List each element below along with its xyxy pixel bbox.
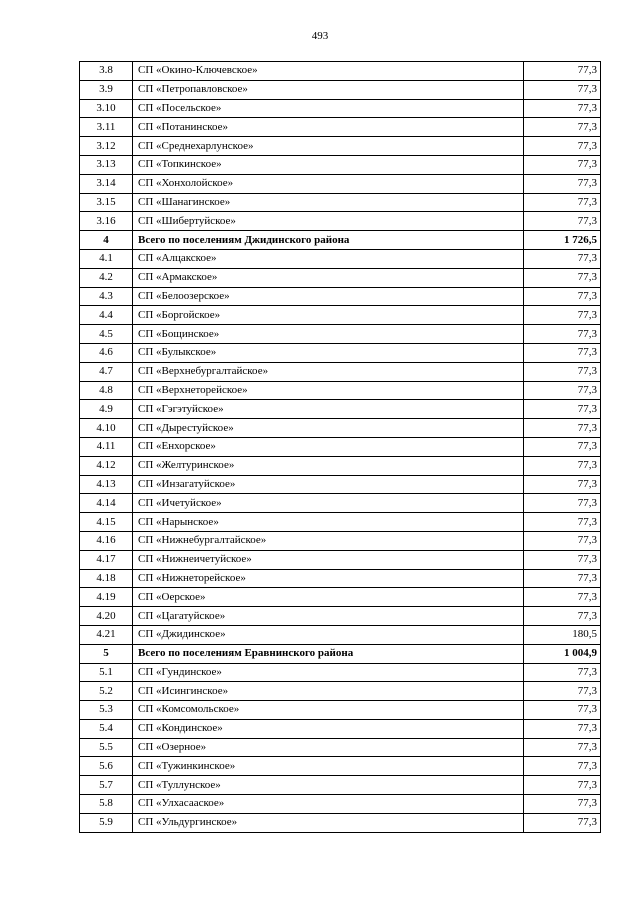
row-name: СП «Топкинское» (133, 155, 524, 174)
row-value: 77,3 (524, 738, 601, 757)
table-row (80, 475, 601, 494)
row-name: СП «Боргойское» (133, 306, 524, 325)
row-name: СП «Нижнеторейское» (133, 569, 524, 588)
row-number: 4.11 (80, 437, 133, 456)
table-row (80, 118, 601, 137)
row-value: 77,3 (524, 249, 601, 268)
row-value: 77,3 (524, 325, 601, 344)
table-row (80, 569, 601, 588)
table-row (80, 343, 601, 362)
row-number: 4.1 (80, 249, 133, 268)
row-name: СП «Желтуринское» (133, 456, 524, 475)
row-number: 4.5 (80, 325, 133, 344)
row-value: 77,3 (524, 306, 601, 325)
row-name: СП «Туллунское» (133, 776, 524, 795)
row-value: 77,3 (524, 607, 601, 626)
row-number: 5.3 (80, 701, 133, 720)
row-value: 77,3 (524, 99, 601, 118)
row-name: СП «Нижнеичетуйское» (133, 550, 524, 569)
row-value: 77,3 (524, 212, 601, 231)
row-value: 77,3 (524, 193, 601, 212)
row-value: 77,3 (524, 588, 601, 607)
row-number: 3.12 (80, 137, 133, 156)
row-name: СП «Верхнебургалтайское» (133, 362, 524, 381)
row-name: СП «Оерское» (133, 588, 524, 607)
table-row (80, 588, 601, 607)
row-number: 5.6 (80, 757, 133, 776)
row-number: 4.6 (80, 343, 133, 362)
row-name: СП «Среднехарлунское» (133, 137, 524, 156)
row-number: 4.17 (80, 550, 133, 569)
row-name: СП «Исингинское» (133, 682, 524, 701)
table-row (80, 701, 601, 720)
row-value: 77,3 (524, 62, 601, 81)
row-value: 77,3 (524, 531, 601, 550)
table-row (80, 719, 601, 738)
table-row (80, 137, 601, 156)
row-number: 4.16 (80, 531, 133, 550)
row-number: 4.18 (80, 569, 133, 588)
table-row (80, 99, 601, 118)
row-number: 4.15 (80, 513, 133, 532)
row-value: 77,3 (524, 287, 601, 306)
row-value: 77,3 (524, 475, 601, 494)
table-row (80, 776, 601, 795)
table-row (80, 325, 601, 344)
row-name: СП «Ичетуйское» (133, 494, 524, 513)
row-value: 77,3 (524, 362, 601, 381)
row-number: 4.2 (80, 268, 133, 287)
table-row (80, 212, 601, 231)
row-name: СП «Армакское» (133, 268, 524, 287)
row-name: СП «Дырестуйское» (133, 419, 524, 438)
row-value: 77,3 (524, 550, 601, 569)
row-name: СП «Гэгэтуйское» (133, 400, 524, 419)
row-number: 4.7 (80, 362, 133, 381)
table-row (80, 287, 601, 306)
row-name: СП «Белоозерское» (133, 287, 524, 306)
row-name: СП «Потанинское» (133, 118, 524, 137)
row-number: 5.7 (80, 776, 133, 795)
row-number: 5.5 (80, 738, 133, 757)
table-row (80, 400, 601, 419)
table-row (80, 306, 601, 325)
row-value: 77,3 (524, 381, 601, 400)
row-value: 77,3 (524, 437, 601, 456)
row-value: 77,3 (524, 795, 601, 814)
row-value: 77,3 (524, 174, 601, 193)
row-value: 1 726,5 (524, 231, 601, 250)
table-row (80, 757, 601, 776)
row-number: 4.19 (80, 588, 133, 607)
table-row (80, 494, 601, 513)
row-value: 77,3 (524, 757, 601, 776)
row-number: 4 (80, 231, 133, 250)
table-row (80, 625, 601, 644)
table-row (80, 174, 601, 193)
row-number: 4.20 (80, 607, 133, 626)
row-name: СП «Петропавловское» (133, 80, 524, 99)
row-name: СП «Хонхолойское» (133, 174, 524, 193)
row-number: 5.1 (80, 663, 133, 682)
row-name: Всего по поселениям Еравнинского района (133, 644, 524, 663)
table-body (80, 62, 601, 833)
row-value: 77,3 (524, 494, 601, 513)
row-name: СП «Комсомольское» (133, 701, 524, 720)
row-number: 3.15 (80, 193, 133, 212)
table-row (80, 813, 601, 832)
row-name: СП «Верхнеторейское» (133, 381, 524, 400)
row-value: 77,3 (524, 701, 601, 720)
row-name: СП «Булыкское» (133, 343, 524, 362)
row-number: 3.14 (80, 174, 133, 193)
row-number: 5.2 (80, 682, 133, 701)
row-name: СП «Бощинское» (133, 325, 524, 344)
row-value: 77,3 (524, 268, 601, 287)
row-value: 77,3 (524, 343, 601, 362)
row-name: СП «Цагатуйское» (133, 607, 524, 626)
row-name: СП «Улхасааское» (133, 795, 524, 814)
row-value: 77,3 (524, 155, 601, 174)
table-row-total (80, 644, 601, 663)
row-name: СП «Озерное» (133, 738, 524, 757)
row-name: СП «Гундинское» (133, 663, 524, 682)
row-name: СП «Инзагатуйское» (133, 475, 524, 494)
row-number: 4.8 (80, 381, 133, 400)
row-number: 3.16 (80, 212, 133, 231)
table-row (80, 362, 601, 381)
table-row (80, 268, 601, 287)
table-row (80, 381, 601, 400)
row-number: 4.10 (80, 419, 133, 438)
row-name: СП «Посельское» (133, 99, 524, 118)
table-row (80, 795, 601, 814)
row-name: СП «Нижнебургалтайское» (133, 531, 524, 550)
row-value: 77,3 (524, 513, 601, 532)
row-number: 4.14 (80, 494, 133, 513)
row-number: 5.4 (80, 719, 133, 738)
table-row (80, 419, 601, 438)
row-value: 1 004,9 (524, 644, 601, 663)
table-row (80, 62, 601, 81)
row-number: 3.9 (80, 80, 133, 99)
row-number: 5 (80, 644, 133, 663)
row-value: 77,3 (524, 682, 601, 701)
row-name: СП «Енхорское» (133, 437, 524, 456)
row-value: 77,3 (524, 719, 601, 738)
row-name: СП «Нарынское» (133, 513, 524, 532)
row-value: 77,3 (524, 456, 601, 475)
table-row-total (80, 231, 601, 250)
row-number: 4.9 (80, 400, 133, 419)
page-number: 493 (311, 30, 329, 42)
row-name: СП «Кондинское» (133, 719, 524, 738)
row-name: СП «Джидинское» (133, 625, 524, 644)
row-name: СП «Ульдургинское» (133, 813, 524, 832)
table-row (80, 607, 601, 626)
row-name: СП «Тужинкинское» (133, 757, 524, 776)
row-value: 77,3 (524, 663, 601, 682)
table-row (80, 550, 601, 569)
row-name: СП «Окино-Ключевское» (133, 62, 524, 81)
table-row (80, 738, 601, 757)
table-row (80, 249, 601, 268)
row-number: 5.9 (80, 813, 133, 832)
row-number: 4.21 (80, 625, 133, 644)
row-number: 3.11 (80, 118, 133, 137)
row-number: 3.13 (80, 155, 133, 174)
row-name: СП «Алцакское» (133, 249, 524, 268)
table-row (80, 456, 601, 475)
row-value: 180,5 (524, 625, 601, 644)
row-value: 77,3 (524, 80, 601, 99)
row-value: 77,3 (524, 400, 601, 419)
table-row (80, 437, 601, 456)
row-name: СП «Шибертуйское» (133, 212, 524, 231)
row-value: 77,3 (524, 776, 601, 795)
row-number: 3.10 (80, 99, 133, 118)
table-row (80, 155, 601, 174)
table-row (80, 663, 601, 682)
row-value: 77,3 (524, 813, 601, 832)
row-name: СП «Шанагинское» (133, 193, 524, 212)
table-row (80, 80, 601, 99)
settlements-table (79, 61, 601, 833)
row-number: 4.4 (80, 306, 133, 325)
row-number: 4.13 (80, 475, 133, 494)
row-number: 4.12 (80, 456, 133, 475)
row-value: 77,3 (524, 569, 601, 588)
row-value: 77,3 (524, 118, 601, 137)
table-row (80, 531, 601, 550)
table-row (80, 513, 601, 532)
table-row (80, 193, 601, 212)
row-name: Всего по поселениям Джидинского района (133, 231, 524, 250)
row-number: 3.8 (80, 62, 133, 81)
table-row (80, 682, 601, 701)
row-value: 77,3 (524, 419, 601, 438)
row-number: 4.3 (80, 287, 133, 306)
row-value: 77,3 (524, 137, 601, 156)
row-number: 5.8 (80, 795, 133, 814)
